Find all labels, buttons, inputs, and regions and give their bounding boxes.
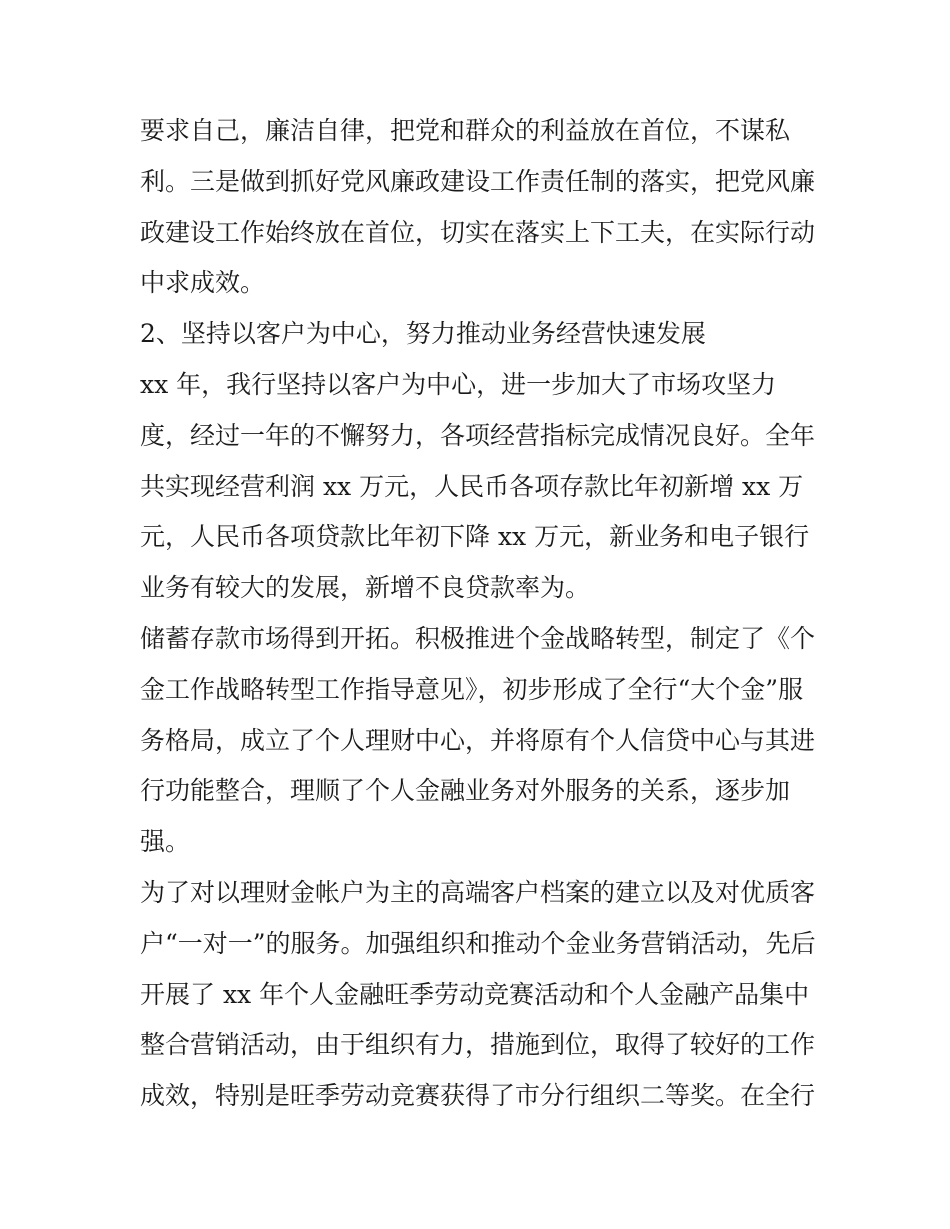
text-line: 储蓄存款市场得到开拓。积极推进个金战略转型，制定了《个 (140, 623, 816, 653)
text-line: 行功能整合，理顺了个人金融业务对外服务的关系，逐步加 (140, 776, 791, 806)
text-line: 利。三是做到抓好党风廉政建设工作责任制的落实，把党风廉 (140, 166, 816, 196)
text-line: 中求成效。 (140, 268, 266, 298)
text-line: 要求自己，廉洁自律，把党和群众的利益放在首位，不谋私 (140, 116, 791, 145)
text-line: 成效，特别是旺季劳动竞赛获得了市分行组织二等奖。在全行 (140, 1081, 816, 1111)
text-line: 元，人民币各项贷款比年初下降 xx 万元，新业务和电子银行 (140, 522, 810, 552)
text-line: xx 年，我行坚持以客户为中心，进一步加大了市场攻坚力 (140, 369, 777, 399)
text-line: 务格局，成立了个人理财中心，并将原有个人信贷中心与其进 (140, 725, 816, 755)
text-line: 共实现经营利润 xx 万元，人民币各项存款比年初新增 xx 万 (140, 471, 804, 501)
document-body (140, 106, 820, 1122)
text-line: 为了对以理财金帐户为主的高端客户档案的建立以及对优质客 (140, 877, 816, 907)
text-line: 开展了 xx 年个人金融旺季劳动竞赛活动和个人金融产品集中 (140, 979, 810, 1009)
text-line: 度，经过一年的不懈努力，各项经营指标完成情况良好。全年 (140, 420, 816, 450)
text-line: 业务有较大的发展，新增不良贷款率为。 (140, 573, 591, 603)
text-line: 整合营销活动，由于组织有力，措施到位，取得了较好的工作 (140, 1030, 816, 1060)
text-line: 户“一对一”的服务。加强组织和推动个金业务营销活动，先后 (140, 928, 816, 958)
text-line: 金工作战略转型工作指导意见》，初步形成了全行“大个金”服 (140, 674, 804, 704)
text-line: 政建设工作始终放在首位，切实在落实上下工夫，在实际行动 (140, 217, 816, 247)
section-heading: 2、坚持以客户为中心，努力推动业务经营快速发展 (140, 319, 706, 349)
text-line: 强。 (140, 827, 191, 857)
